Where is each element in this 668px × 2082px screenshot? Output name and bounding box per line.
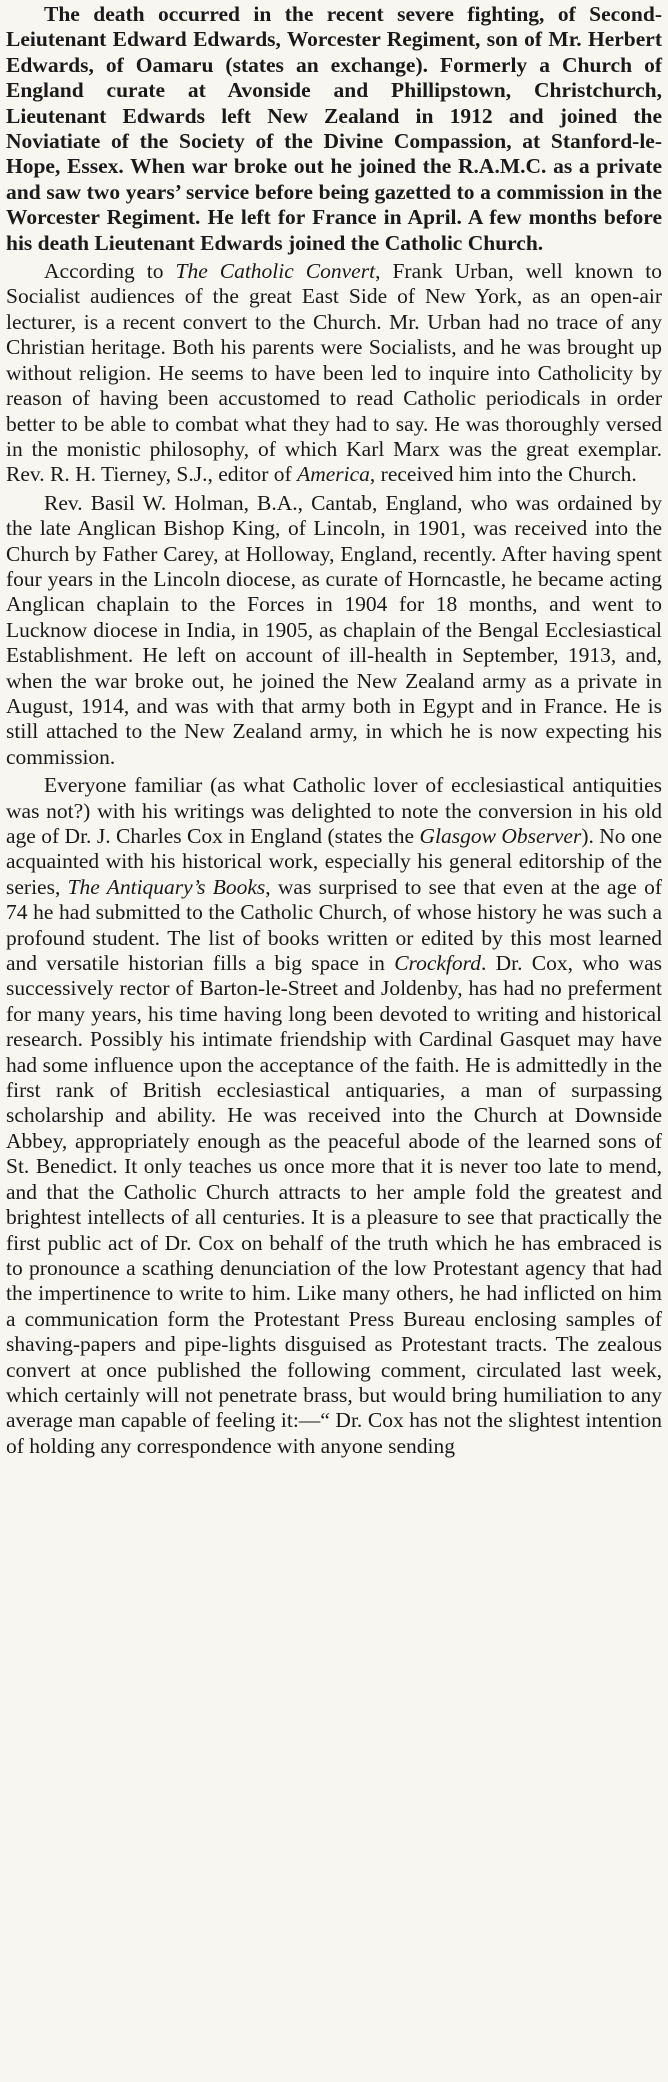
publication-title: Glasgow Observer [419,824,582,848]
text-run: Rev. Basil W. Holman, B.A., Cantab, England, who was ordained by the late Anglican Bishop King, of Lincoln, in 1901, was received into the Church by Father Carey, at Holloway, England, recently. After having spent four years in the Lincoln diocese, as curate of Horncastle, he became acting Anglican chaplain to the Forces in 1904 for 18 months, and went to Lucknow diocese in India, in 1905, as chaplain of the Bengal Ecclesiastical Establishment. He left on account of ill-health in September, 1913, and, when the war broke out, he joined the New Zealand army as a private in August, 1914, and was with that army both in Egypt and in France. He is still attached to the New Zealand army, in which he is now expecting his commission. [6,490,662,769]
publication-title: The Antiquary’s Books [67,874,266,899]
text-run: ). No one acquainted with his historical work, especially his general editorship of the series, [6,824,663,899]
text-run: , was surprised to see that even at the age of 74 he had submitted to the Catholic Church, of whose history he was such a profound student. The list of books written or edited by this most learned and versatile historian fills a big space in [6,874,662,976]
text-run: . Dr. Cox, who was successively rector of Barton-le-Street and Joldenby, has had no preferment for many years, his time having long been devoted to writing and historical research. Possibly his intimate friendship with Cardinal Gasquet may have had some influence upon the acceptance of the faith. He is admittedly in the first rank of British ecclesiastical antiquaries, a man of surpassing scholarship and ability. He was received into the Church at Downside Abbey, appropriately enough as the peaceful abode of the learned sons of St. Benedict. It only teaches us once more that it is never too late to mend, and that the Catholic Church attracts to her ample fold the greatest and brightest intellects of all centuries. It is a pleasure to see that practically the first public act of Dr. Cox on behalf of the truth which he has embraced is to pronounce a scathing denunciation of the low Protestant agency that had the impertinence to write to him. Like many others, he had inflicted on him a communication form the Protestant Press Bureau enclosing samples of shaving-papers and pipe-lights disguised as Protestant tracts. The zealous convert at once published the following comment, circulated last week, which certainly will not penetrate brass, but would bring humiliation to any average man capable of feeling it:—“ Dr. Cox has not the slightest intention of holding any correspondence with anyone sending [6,951,662,1458]
paragraph-basil-holman-reception [6,491,662,770]
publication-title: Crockford [394,951,481,976]
text-run: According to [44,259,176,284]
text-run: , received him into the Church. [369,462,637,487]
paragraph-charles-cox-conversion [6,773,662,1459]
text-run: The death occurred in the recent severe fighting, of Second-Leiutenant Edward Edwards, Worcester Regiment, son of Mr. Herbert Edwards, of Oamaru (states an exchange). Formerly a Church of England curate at Avonside and Phillipstown, Christchurch, Lieutenant Edwards left New Zealand in 1912 and joined the Noviatiate of the Society of the Divine Compassion, at Stanford-le-Hope, Essex. When war broke out he joined the R.A.M.C. as a private and saw two years’ service before being gazetted to a commission in the Worcester Regiment. He left for France in April. A few months before his death Lieutenant Edwards joined the Catholic Church. [6,2,662,255]
paragraph-frank-urban-conversion [6,259,662,488]
publication-title: The Catholic Convert [175,259,376,284]
text-run: , Frank Urban, well known to Socialist audiences of the great East Side of New York, as an open-air lecturer, is a recent convert to the Church. Mr. Urban had no trace of any Christian heritage. Both his parents were Socialists, and he was brought up without religion. He seems to have been led to inquire into Catholicity by reason of having been accustomed to read Catholic periodicals in order better to be able to combat what they had to say. He was thoroughly versed in the monistic philosophy, of which Karl Marx was the great exemplar. Rev. R. H. Tierney, S.J., editor of [6,259,663,487]
publication-title: America [297,462,370,487]
text-run: Everyone familiar (as what Catholic lover of ecclesiastical antiquities was not?) with his writings was delighted to note the conversion in his old age of Dr. J. Charles Cox in England (states the [6,773,662,848]
paragraph-edwards-death [6,2,662,256]
